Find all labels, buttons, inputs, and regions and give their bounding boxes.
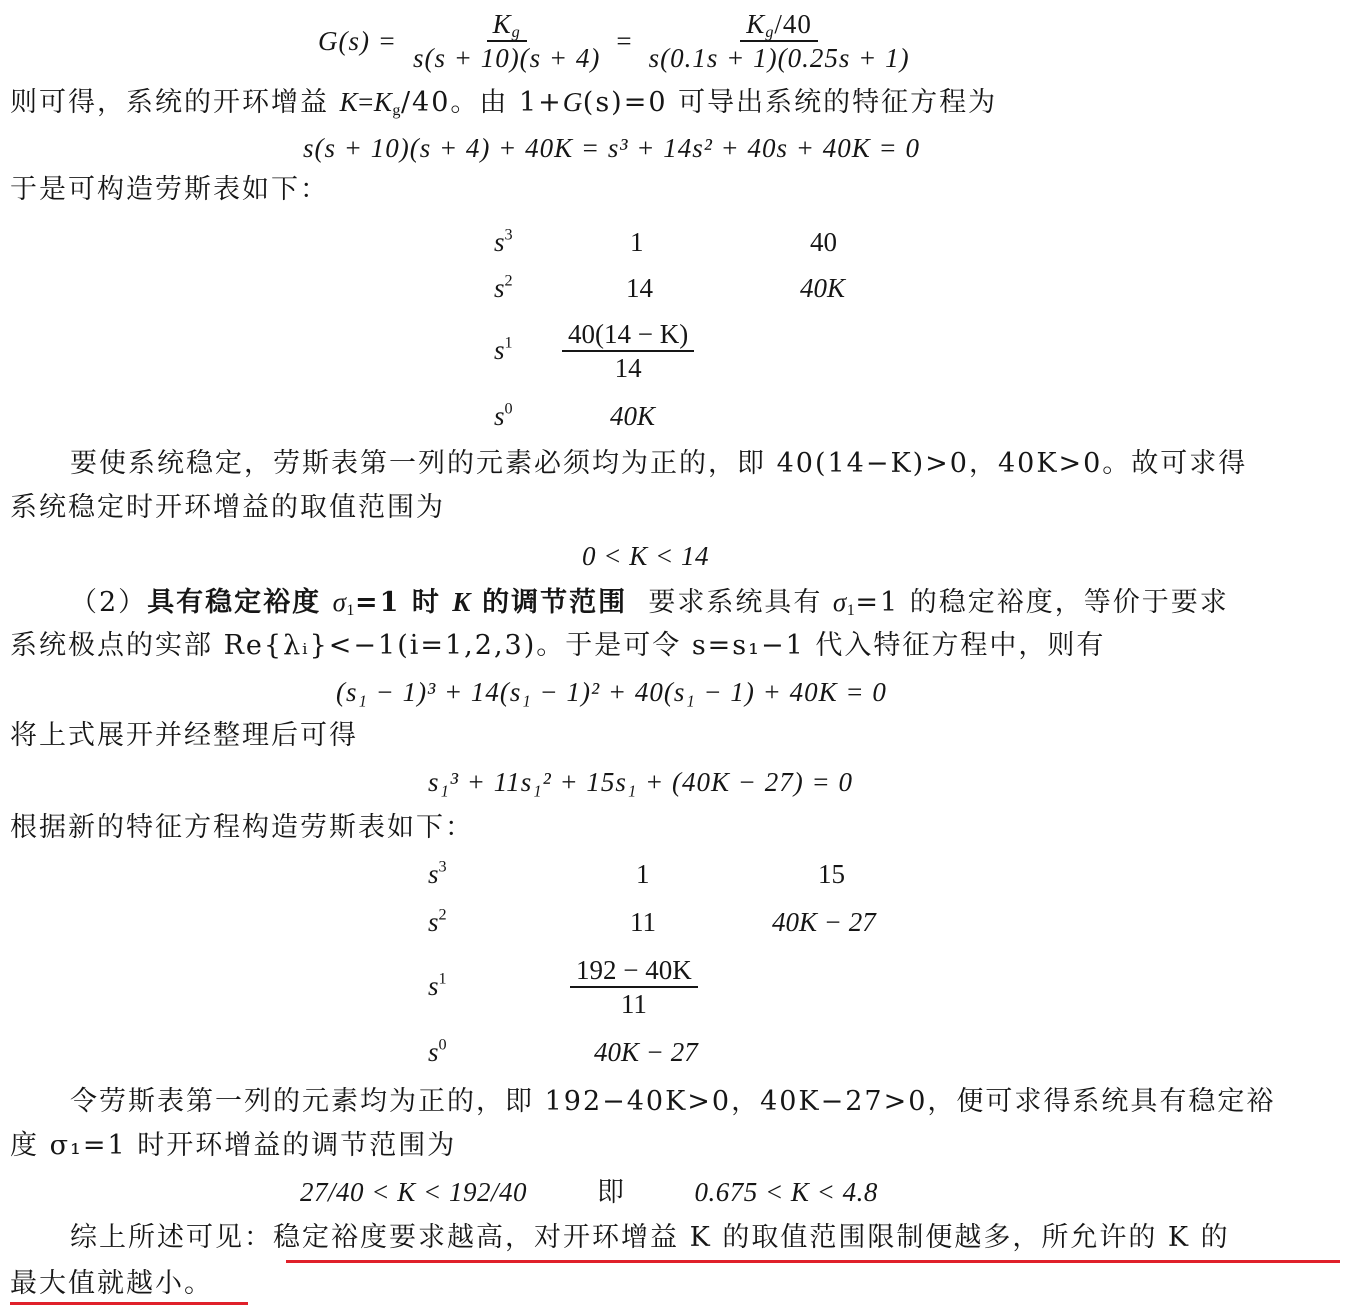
fraction-2-denominator: s(0.1s + 1)(0.25s + 1) — [648, 43, 910, 73]
routh1-r2-c2: 40K — [800, 273, 846, 303]
routh2-r0-c1: 40K − 27 — [594, 1037, 698, 1067]
routh2-r1-numerator: 192 − 40K — [570, 954, 698, 988]
highlighted-conclusion-1: 稳定裕度要求越高，对开环增益 K 的取值范围限制便越多，所允许的 K 的 — [273, 1222, 1230, 1253]
eq-lhs: G(s) = — [318, 26, 397, 56]
text-margin-condition-2: 度 σ₁=1 时开环增益的调节范围为 — [10, 1130, 457, 1161]
fraction-2 — [643, 8, 916, 74]
text-margin-condition-1: 令劳斯表第一列的元素均为正的，即 192−40K>0，40K−27>0，便可求得系统具有稳定裕 — [70, 1086, 1276, 1117]
routh1-r3-c2: 40 — [810, 227, 837, 257]
equation-characteristic: s(s + 10)(s + 4) + 40K = s³ + 14s² + 40s + 40K = 0 — [303, 133, 920, 163]
routh1-r1-denominator: 14 — [614, 353, 642, 383]
fraction-1 — [407, 8, 606, 74]
text-conclusion-2 — [10, 1266, 213, 1302]
routh1-row-label-s2: $s^2$ — [494, 271, 513, 303]
section-2-heading: （2）具有稳定裕度 $\sigma_1=1$ 时 K 的调节范围 要求系统具有 $\sigma_1=1$ 的稳定裕度，等价于要求 — [70, 587, 1229, 620]
equation-new-characteristic: s₁³ + 11s₁² + 15s₁ + (40K − 27) = 0 — [428, 767, 853, 797]
routh2-row-label-s0: $s^0$ — [428, 1035, 447, 1067]
routh2-r3-c1: 1 — [636, 859, 650, 889]
routh1-r1-fraction — [562, 318, 694, 384]
fraction-2-numerator: $K_g/40$ — [740, 8, 818, 42]
text-expand: 将上式展开并经整理后可得 — [10, 720, 358, 751]
text-open-loop-gain: 则可得，系统的开环增益 $K=K_g/40$。由 1+G(s)=0 可导出系统的特征方程为 — [10, 87, 998, 120]
text-poles: 系统极点的实部 Re{λᵢ}<−1(i=1,2,3)。于是可令 s=s₁−1 代入特征方程中，则有 — [10, 630, 1106, 661]
text-routh-intro-1: 于是可构造劳斯表如下： — [10, 174, 329, 205]
routh2-row-label-s1: $s^1$ — [428, 969, 447, 1001]
text-stability-condition-2: 系统稳定时开环增益的取值范围为 — [10, 492, 445, 523]
routh2-r1-denominator: 11 — [620, 989, 647, 1019]
routh1-r3-c1: 1 — [630, 227, 644, 257]
fraction-1-numerator: $K_g$ — [487, 8, 527, 42]
routh1-row-label-s1: $s^1$ — [494, 333, 513, 365]
equation-transfer-function — [318, 8, 916, 74]
text-routh-intro-2: 根据新的特征方程构造劳斯表如下： — [10, 812, 474, 843]
routh1-row-label-s3: $s^3$ — [494, 225, 513, 257]
routh2-row-label-s2: $s^2$ — [428, 905, 447, 937]
routh2-r2-c1: 11 — [630, 907, 656, 937]
highlight-underline-2 — [10, 1302, 248, 1305]
routh2-r3-c2: 15 — [818, 859, 845, 889]
equation-range-1: 0 < K < 14 — [582, 541, 709, 571]
highlighted-conclusion-2: 最大值就越小。 — [10, 1268, 213, 1299]
equation-range-2: 27/40 < K < 192/40 即 0.675 < K < 4.8 — [300, 1177, 878, 1208]
highlight-underline-1 — [286, 1260, 1340, 1263]
routh1-r0-c1: 40K — [610, 401, 656, 431]
routh2-r1-fraction — [570, 954, 698, 1020]
routh1-r1-numerator: 40(14 − K) — [562, 318, 694, 352]
eq-equals: = — [616, 26, 633, 56]
equation-substituted: (s₁ − 1)³ + 14(s₁ − 1)² + 40(s₁ − 1) + 40K = 0 — [336, 677, 887, 707]
text-stability-condition-1: 要使系统稳定，劳斯表第一列的元素必须均为正的，即 40(14−K)>0，40K>0。故可求得 — [70, 448, 1248, 479]
routh1-row-label-s0: $s^0$ — [494, 399, 513, 431]
routh2-r2-c2: 40K − 27 — [772, 907, 876, 937]
routh2-row-label-s3: $s^3$ — [428, 857, 447, 889]
routh1-r2-c1: 14 — [626, 273, 653, 303]
text-conclusion-1: 综上所述可见：稳定裕度要求越高，对开环增益 K 的取值范围限制便越多，所允许的 K 的 — [70, 1222, 1230, 1253]
fraction-1-denominator: s(s + 10)(s + 4) — [412, 43, 601, 73]
